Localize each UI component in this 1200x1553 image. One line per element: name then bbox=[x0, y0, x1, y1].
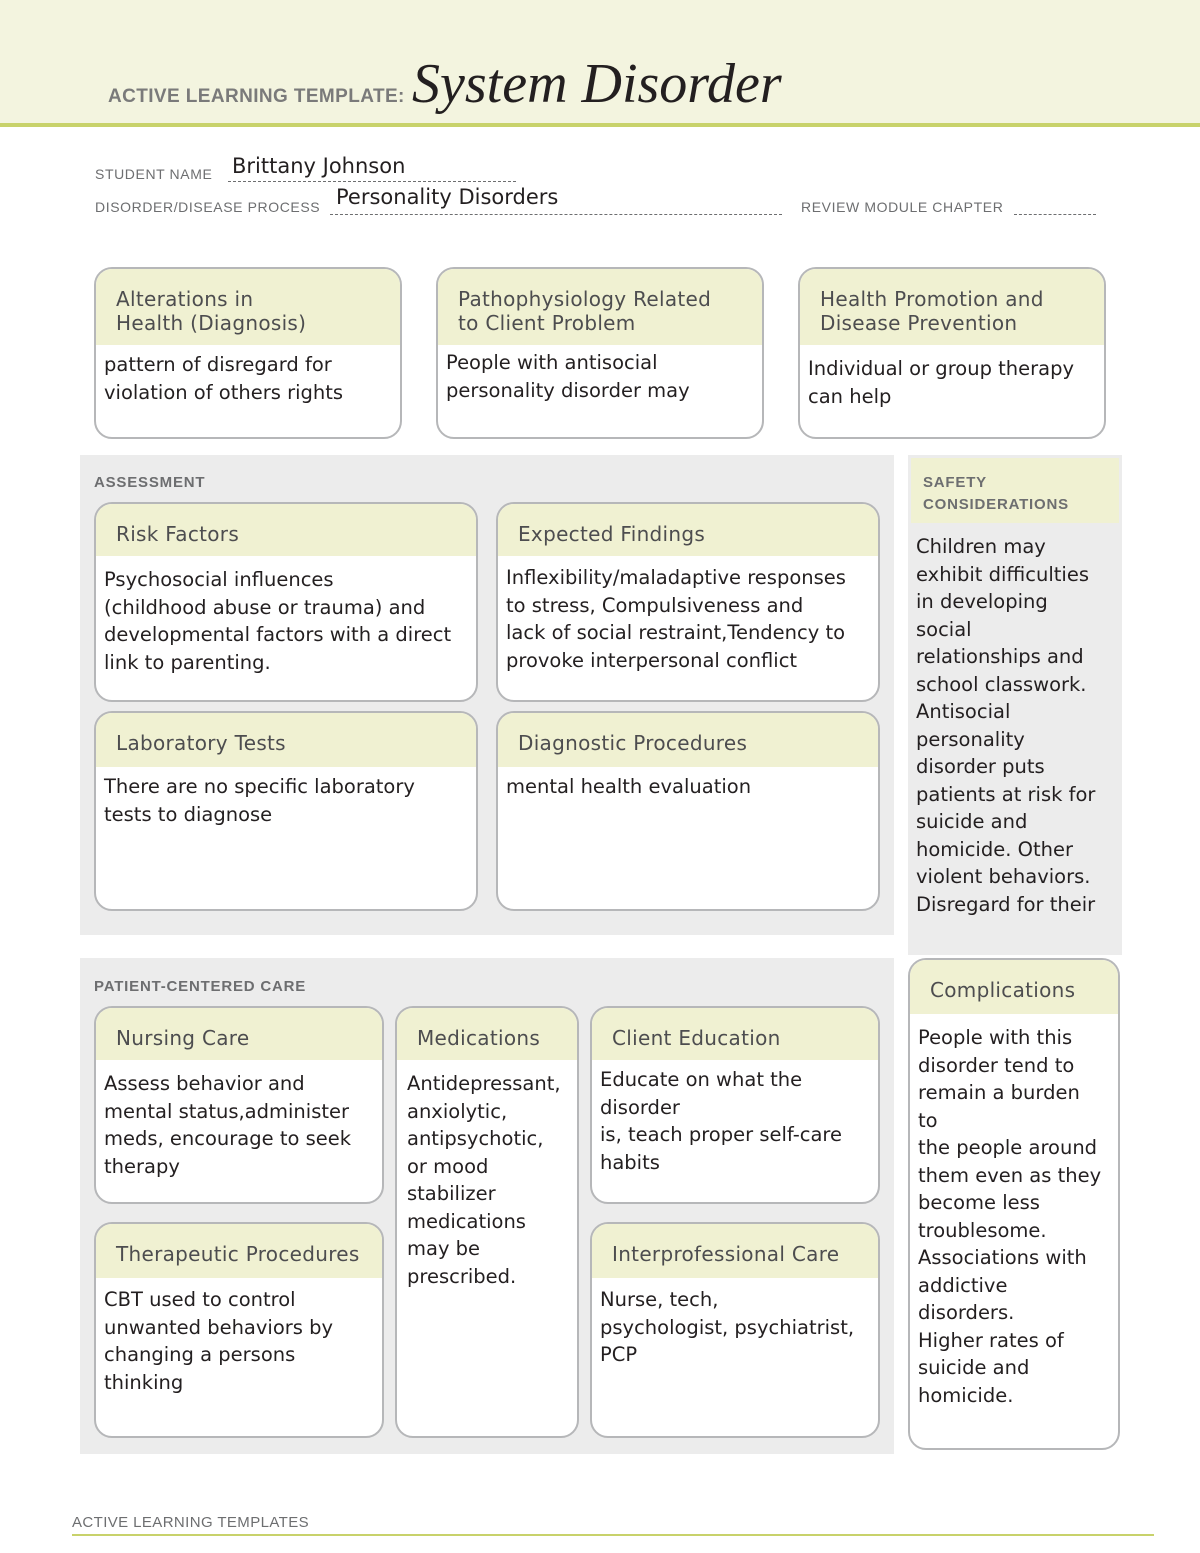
safety-body[interactable]: Children may exhibit difficulties in developing social relationships and school classwork. Antisocial personality disorder puts patients at risk for suicide and homicide. Other violent behaviors. Disregard for their bbox=[916, 535, 1096, 916]
card-laboratory-tests-body[interactable]: There are no specific laboratory tests to diagnose bbox=[104, 775, 415, 826]
card-laboratory-tests-title: Laboratory Tests bbox=[96, 713, 476, 767]
template-label: ACTIVE LEARNING TEMPLATE: bbox=[108, 86, 405, 107]
disorder-line bbox=[330, 214, 782, 215]
review-module-line[interactable] bbox=[1014, 214, 1096, 215]
card-client-education bbox=[590, 1006, 880, 1204]
card-alterations-body[interactable]: pattern of disregard for violation of others rights bbox=[104, 353, 344, 404]
card-client-education-title: Client Education bbox=[592, 1008, 878, 1060]
assessment-label: ASSESSMENT bbox=[94, 474, 206, 491]
card-risk-factors-body[interactable]: Psychosocial influences (childhood abuse or trauma) and developmental factors with a direct link to parenting. bbox=[104, 568, 452, 674]
template-title: System Disorder bbox=[412, 53, 782, 115]
card-pathophysiology bbox=[436, 267, 764, 439]
card-complications-body[interactable]: People with this disorder tend to remain a burden to the people around them even as they become less troublesome. Associations with addictive disorders. Higher rates of suicide and homicide. bbox=[918, 1026, 1102, 1407]
card-medications bbox=[395, 1006, 579, 1438]
card-nursing-care-title: Nursing Care bbox=[96, 1008, 382, 1060]
card-client-education-body[interactable]: Educate on what the disorder is, teach proper self-care habits bbox=[600, 1068, 842, 1174]
card-risk-factors bbox=[94, 502, 478, 702]
card-complications bbox=[908, 958, 1120, 1450]
card-therapeutic-procedures-title: Therapeutic Procedures bbox=[96, 1224, 382, 1278]
card-diagnostic-procedures-title: Diagnostic Procedures bbox=[498, 713, 878, 767]
card-complications-title: Complications bbox=[910, 960, 1118, 1014]
card-alterations bbox=[94, 267, 402, 439]
review-module-label: REVIEW MODULE CHAPTER bbox=[801, 199, 1004, 215]
footer-label: ACTIVE LEARNING TEMPLATES bbox=[72, 1514, 309, 1531]
card-therapeutic-procedures bbox=[94, 1222, 384, 1438]
student-name-value[interactable]: Brittany Johnson bbox=[232, 154, 406, 178]
card-pathophysiology-body[interactable]: People with antisocial personality disorder may bbox=[446, 351, 690, 402]
card-diagnostic-procedures-body[interactable]: mental health evaluation bbox=[506, 775, 752, 798]
safety-label: SAFETY CONSIDERATIONS bbox=[911, 458, 1119, 523]
card-interprofessional-care bbox=[590, 1222, 880, 1438]
card-therapeutic-procedures-body[interactable]: CBT used to control unwanted behaviors by changing a persons thinking bbox=[104, 1288, 334, 1394]
disorder-label: DISORDER/DISEASE PROCESS bbox=[95, 199, 321, 215]
card-pathophysiology-title: Pathophysiology Related to Client Problem bbox=[438, 269, 762, 345]
patient-care-label: PATIENT-CENTERED CARE bbox=[94, 978, 307, 995]
footer-rule bbox=[72, 1534, 1154, 1536]
disorder-value[interactable]: Personality Disorders bbox=[336, 185, 559, 209]
header-rule bbox=[0, 123, 1200, 127]
card-interprofessional-care-title: Interprofessional Care bbox=[592, 1224, 878, 1278]
card-health-promotion-body[interactable]: Individual or group therapy can help bbox=[808, 357, 1075, 408]
card-laboratory-tests bbox=[94, 711, 478, 911]
card-alterations-title: Alterations in Health (Diagnosis) bbox=[96, 269, 400, 345]
student-name-line bbox=[228, 181, 516, 182]
card-expected-findings-title: Expected Findings bbox=[498, 504, 878, 556]
card-expected-findings-body[interactable]: Inflexibility/maladaptive responses to stress, Compulsiveness and lack of social restraint,Tendency to provoke interpersonal conflict bbox=[506, 566, 846, 672]
card-diagnostic-procedures bbox=[496, 711, 880, 911]
card-nursing-care-body[interactable]: Assess behavior and mental status,administer meds, encourage to seek therapy bbox=[104, 1072, 352, 1178]
card-interprofessional-care-body[interactable]: Nurse, tech, psychologist, psychiatrist, PCP bbox=[600, 1288, 855, 1366]
card-health-promotion bbox=[798, 267, 1106, 439]
card-medications-body[interactable]: Antidepressant, anxiolytic, antipsychotic, or mood stabilizer medications may be prescribed. bbox=[407, 1072, 561, 1288]
student-name-label: STUDENT NAME bbox=[95, 166, 213, 182]
card-medications-title: Medications bbox=[397, 1008, 577, 1060]
card-expected-findings bbox=[496, 502, 880, 702]
card-nursing-care bbox=[94, 1006, 384, 1204]
card-health-promotion-title: Health Promotion and Disease Prevention bbox=[800, 269, 1104, 345]
card-risk-factors-title: Risk Factors bbox=[96, 504, 476, 556]
